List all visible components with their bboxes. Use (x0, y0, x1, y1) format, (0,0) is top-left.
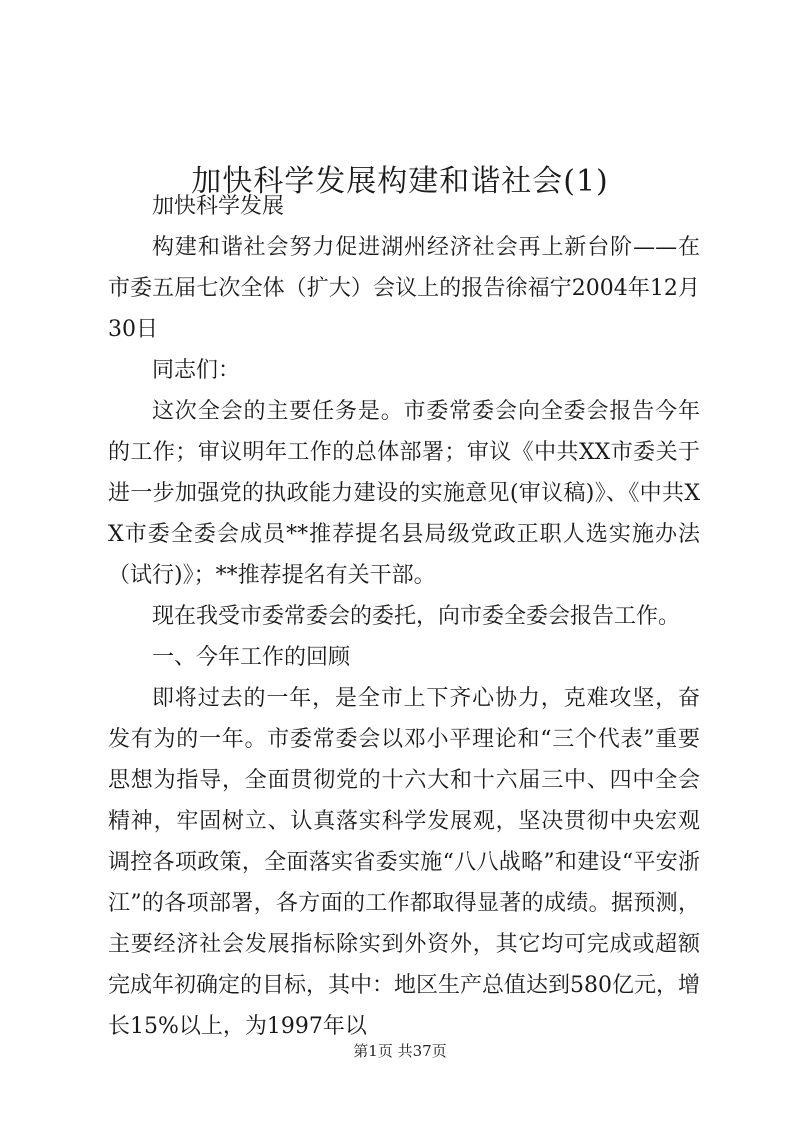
paragraph-main-tasks: 这次全会的主要任务是。市委常委会向全委会报告今年的工作；审议明年工作的总体部署；审议《中共XX市委关于进一步加强党的执政能力建设的实施意见(审议稿)》、《中共XX市委全委会成员**推荐提名县局级党政正职人选实施办法（试行)》；**推荐提名有关干部。 (108, 399, 700, 588)
paragraph-entrusted: 现在我受市委常委会的委托，向市委全委会报告工作。 (152, 604, 681, 629)
paragraph-salutation: 同志们： (152, 358, 241, 383)
document-body (108, 186, 700, 1047)
section-heading-review: 一、今年工作的回顾 (152, 645, 351, 670)
page-footer: 第1页 共37页 (353, 1042, 447, 1060)
paragraph-report-heading: 构建和谐社会努力促进湖州经济社会再上新台阶——在市委五届七次全体（扩大）会议上的报告徐福宁2004年12月30日 (108, 235, 700, 342)
document-title: 加快科学发展构建和谐社会(1) (191, 164, 609, 200)
paragraph-year-review: 即将过去的一年，是全市上下齐心协力，克难攻坚，奋发有为的一年。市委常委会以邓小平理论和“三个代表”重要思想为指导，全面贯彻党的十六大和十六届三中、四中全会精神，牢固树立、认真落实科学发展观，坚决贯彻中央宏观调控各项政策，全面落实省委实施“八八战略”和建设“平安浙江”的各项部署，各方面的工作都取得显著的成绩。据预测，主要经济社会发展指标除实到外资外，其它均可完成或超额完成年初确定的目标，其中：地区生产总值达到580亿元，增长15%以上，为1997年以 (108, 686, 700, 1039)
paragraph-subtitle: 加快科学发展 (152, 194, 285, 219)
